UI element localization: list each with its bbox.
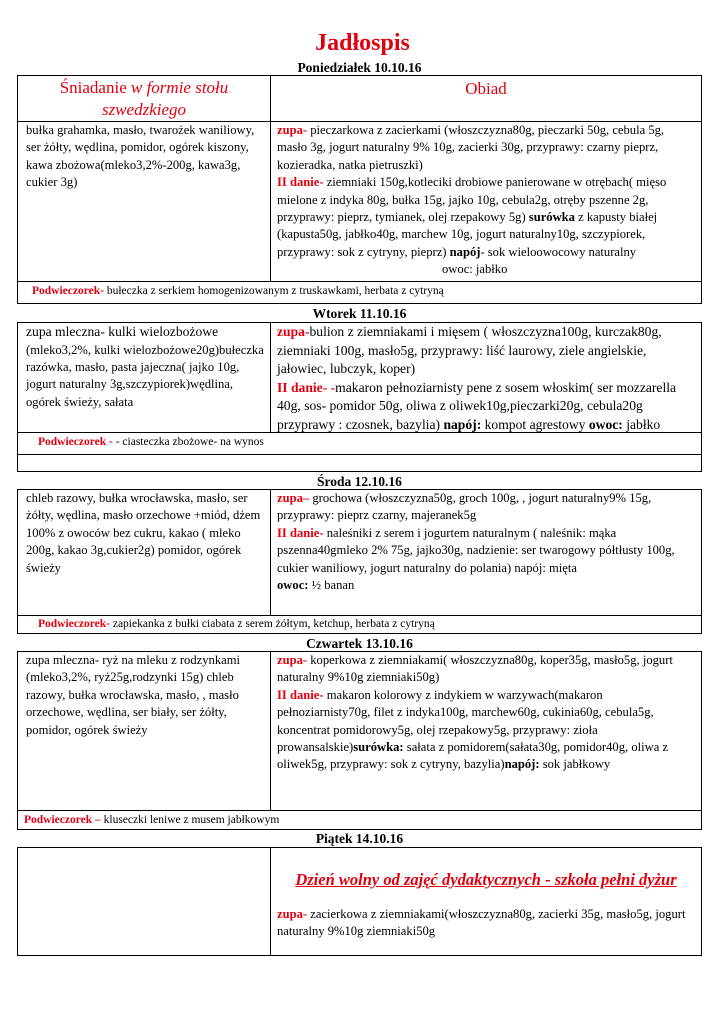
- menu-table-friday: [17, 847, 702, 956]
- breakfast-text: chleb razowy, bułka wrocławska, masło, ser żółty, wędlina, masło orzechowe +miód, dżem 100% z owoców bez cukru, kakao ( mleko 200g, kakao 3g,cukier2g) pomidor, ogórek świeży: [26, 491, 261, 575]
- day-heading-thursday: Czwartek 13.10.16: [306, 636, 413, 651]
- snack-text: Podwieczorek- zapiekanka z bułki ciabata z serem żółtym, ketchup, herbata z cytryną: [38, 618, 435, 630]
- lunch-text: zupa- koperkowa z ziemniakami( włoszczyzna80g, koper35g, masło5g, jogurt naturalny 9%10g ziemniaki50g) II danie- makaron kolorowy z indykiem w warzywach(makaron pełnoziarnisty70g, filet z indyka100g, marchew60g, cukinia60g, cebula5g, koncentrat pomidorowy5g, olej rzepakowy5g, przyprawy: zioła prowansalskie)surówka: sałata z pomidorem(sałata30g, pomidor40g, oliwa z oliwek5g, przyprawy: sok z cytryny, bazylia)napój: sok jabłkowy: [277, 653, 673, 772]
- day-heading-monday: Poniedziałek 10.10.16: [297, 60, 422, 75]
- menu-table-wednesday: [17, 489, 702, 634]
- snack-text: Podwieczorek- bułeczka z serkiem homogenizowanym z truskawkami, herbata z cytryną: [32, 285, 444, 297]
- day-heading-friday: Piątek 14.10.16: [315, 831, 404, 846]
- day-heading-tuesday: Wtorek 11.10.16: [312, 306, 407, 321]
- breakfast-text: bułka grahamka, masło, twarożek waniliowy, ser żółty, wędlina, pomidor, ogórek kiszony, kawa zbożowa(mleko3,2%-200g, kawa3g, cukier 3g): [26, 123, 255, 190]
- day-off-notice: Dzień wolny od zajęć dydaktycznych - szkoła pełni dyżur: [295, 870, 677, 889]
- breakfast-header: Śniadanie w formie stołu szwedzkiego: [59, 78, 229, 119]
- lunch-text: zupa-bulion z ziemniakami i mięsem ( włoszczyzna100g, kurczak80g, ziemniaki 100g, masło5g, przyprawy: liść laurowy, ziele angielskie, jałowiec, lubczyk, koper) II danie- -makaron pełnoziarnisty pene z sosem włoskim( ser mozzarella 40g, sos- pomidor 50g, oliwa z oliwek10g,pieczarki20g, cebula20g przyprawy : czosnek, bazylia) napój: kompot agrestowy owoc: jabłko: [277, 324, 677, 432]
- breakfast-text: zupa mleczna- kulki wielozbożowe (mleko3,2%, kulki wielozbożowe20g)bułeczka razówka, masło, pasta jajeczna( jajko 10g, jogurt naturalny 3g,szczypiorek)wędlina, ogórek świeży, sałata: [26, 324, 264, 409]
- snack-text: Podwieczorek - - ciasteczka zbożowe- na wynos: [38, 436, 264, 448]
- menu-table-tuesday: [17, 322, 702, 472]
- day-heading-wednesday: Środa 12.10.16: [317, 474, 402, 489]
- menu-table-thursday: [17, 651, 702, 830]
- lunch-text: zupa- zacierkowa z ziemniakami(włoszczyzna80g, zacierki 35g, masło5g, jogurt naturalny 9%10g ziemniaki50g: [277, 907, 686, 939]
- snack-text: Podwieczorek – kluseczki leniwe z musem jabłkowym: [24, 814, 280, 826]
- page-title: Jadłospis: [315, 30, 410, 56]
- lunch-text: zupa– grochowa (włoszczyzna50g, groch 100g, , jogurt naturalny9% 15g, przyprawy: pieprz czarny, majeranek5g II danie- naleśniki z serem i jogurtem naturalnym ( naleśnik: mąka pszenna40gmleko 2% 75g, jajko30g, nadzienie: ser twarogowy półtłusty 100g, cukier waniliowy, jogurt naturalny do polania) napój: mięta owoc: ½ banan: [277, 491, 675, 593]
- menu-table-monday: [17, 75, 702, 304]
- lunch-text: zupa- pieczarkowa z zacierkami (włoszczyzna80g, pieczarki 50g, cebula 5g, masło 3g, jogurt naturalny 9% 10g, zacierki 30g, przyprawy: czarny pieprz, kozieradka, natka pietruszki) II danie- ziemniaki 150g,kotleciki drobiowe panierowane w otrębach( mięso mielone z indyka 80g, bułka 15g, jajko 10g, cebula2g, otręby pszenne 2g, przyprawy: pieprz, tymianek, olej rzepakowy 5g) surówka z kapusty białej (kapusta50g, jabłko40g, marchew 10g, jogurt naturalny10g, szczypiorek, przyprawy: sok z cytryny, pieprz) napój- sok wieloowocowy naturalny owoc: jabłko: [277, 123, 667, 277]
- breakfast-text: zupa mleczna- ryż na mleku z rodzynkami (mleko3,2%, ryż25g,rodzynki 15g) chleb razowy, bułka wrocławska, masło, , masło orzechowe, wędlina, ser biały, ser żółty, pomidor, ogórek świeży: [26, 653, 240, 737]
- lunch-header: Obiad: [465, 79, 507, 98]
